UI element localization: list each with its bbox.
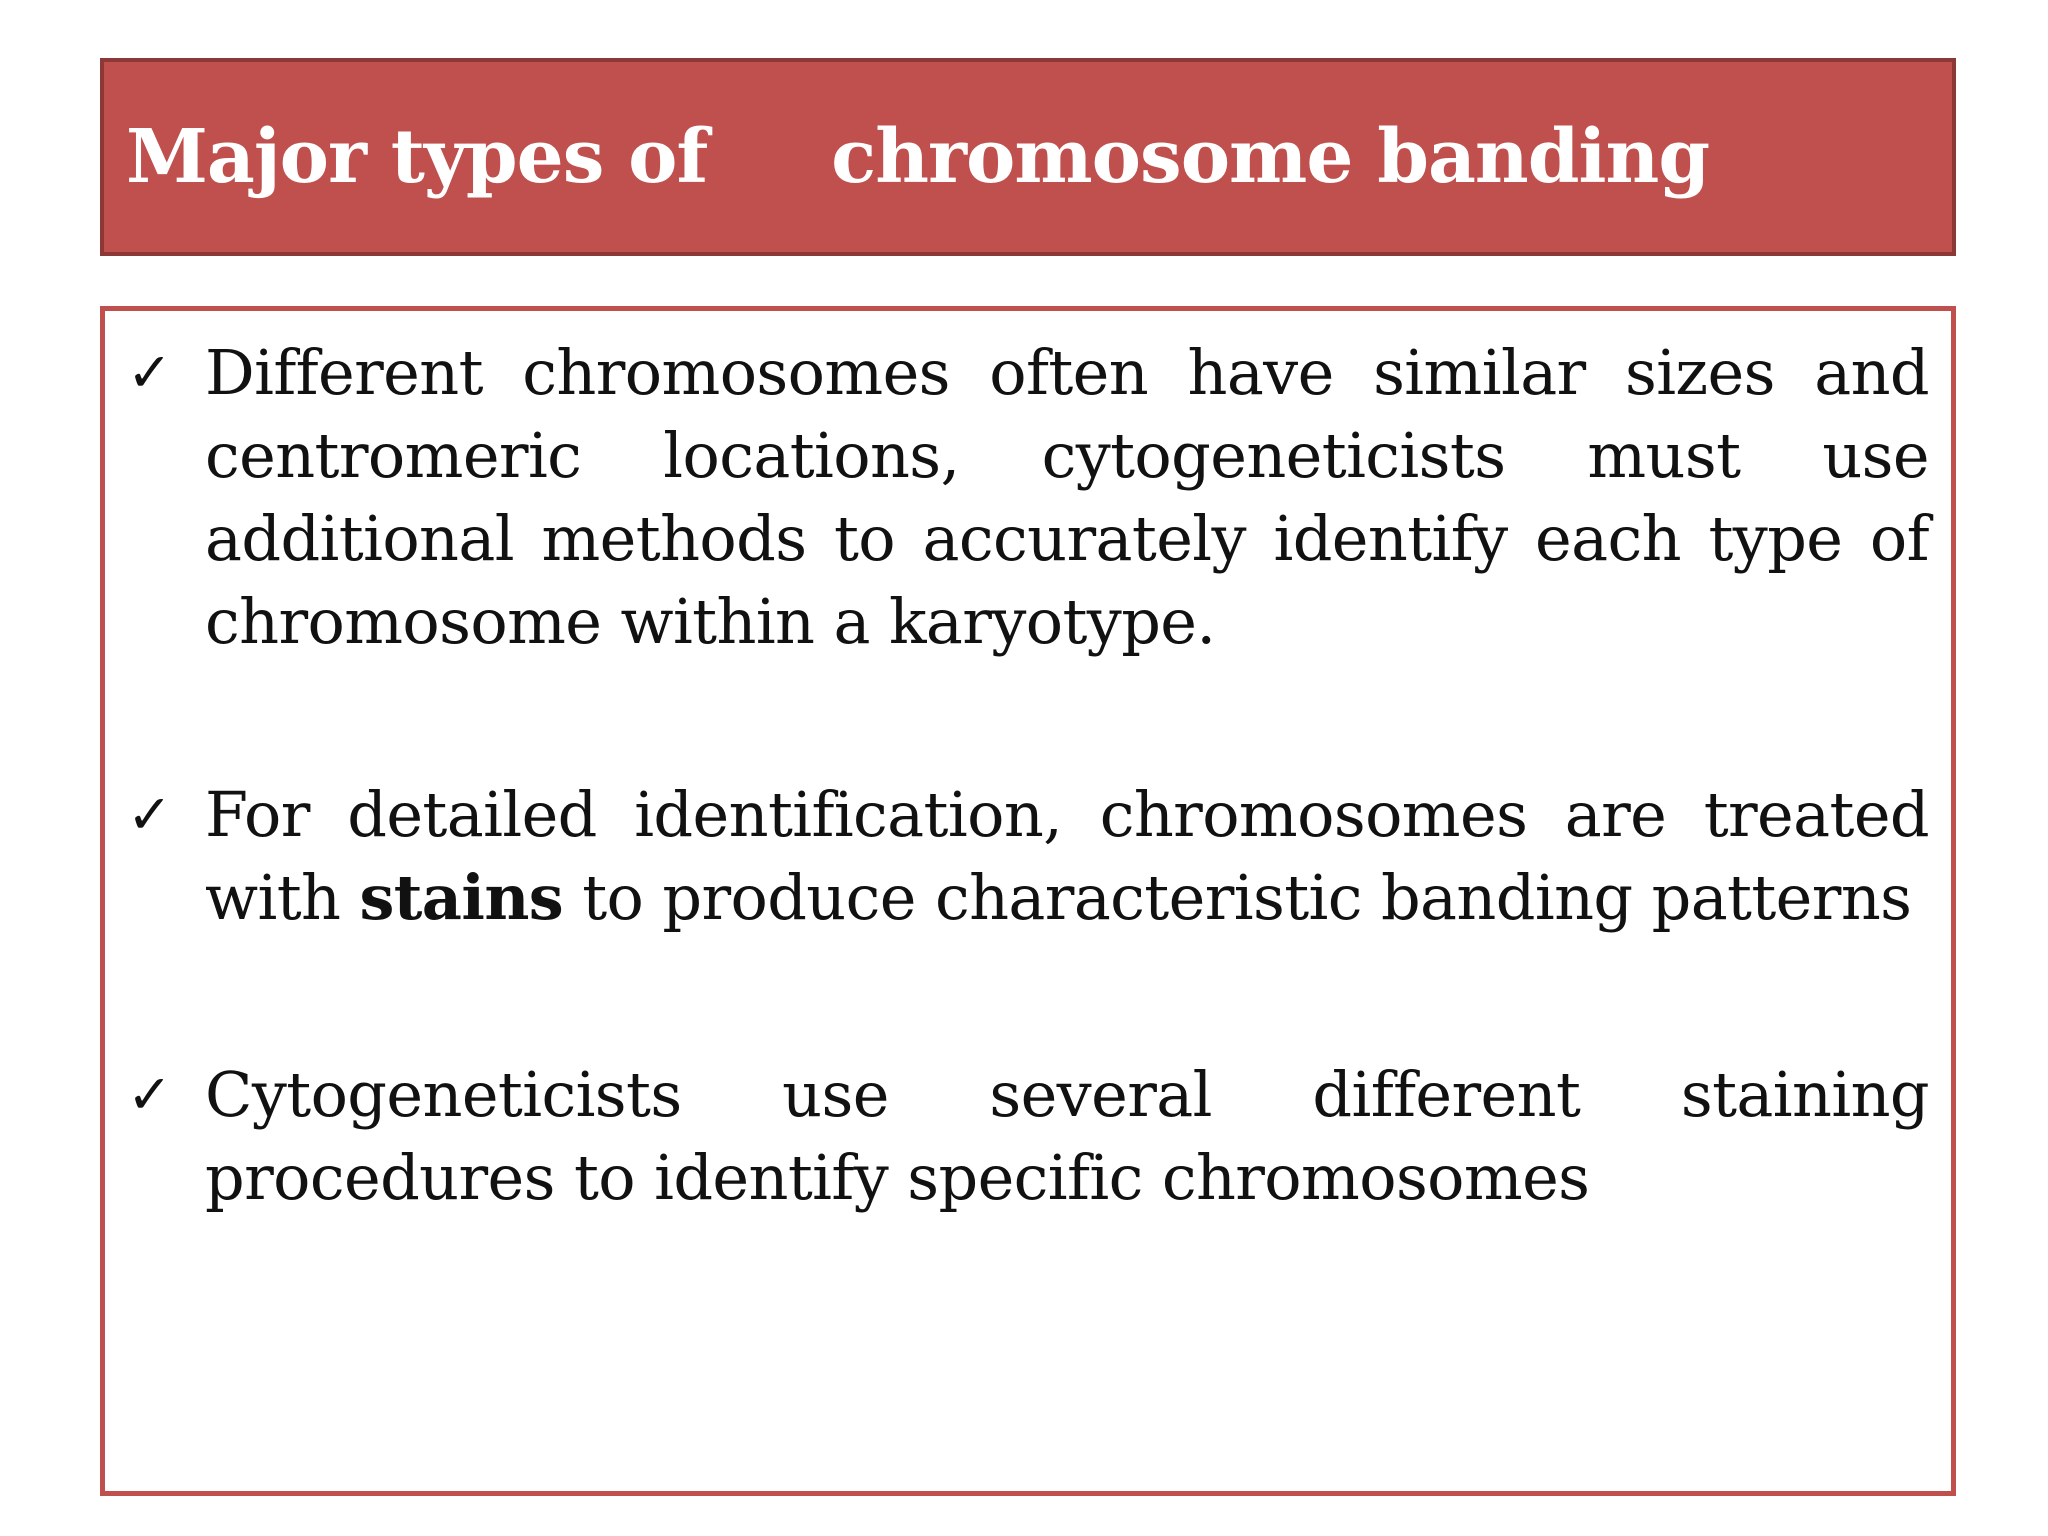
bullet-text-after: to produce characteristic banding patterns [563,861,1912,934]
emphasized-term: stains [359,861,564,934]
content-box [100,306,1956,1496]
checkmark-icon: ✓ [127,783,173,846]
title-bar [100,58,1956,256]
slide-title: Major types of chromosome banding [126,114,1710,200]
bullet-text: Cytogeneticists use several different staining procedures to identify specific chromosomes [205,1058,1929,1214]
bullet-text-before: For detailed identification, chromosomes are treated with [205,778,1929,934]
bullet-item [127,773,1929,939]
bullet-item [127,331,1929,663]
bullet-text [205,773,1929,939]
bullet-item [127,1053,1929,1219]
bullet-text: Different chromosomes often have similar sizes and centromeric locations, cytogeneticists must use additional methods to accurately identify each type of chromosome within a karyotype. [205,336,1929,658]
checkmark-icon: ✓ [127,1063,173,1126]
checkmark-icon: ✓ [127,341,173,404]
